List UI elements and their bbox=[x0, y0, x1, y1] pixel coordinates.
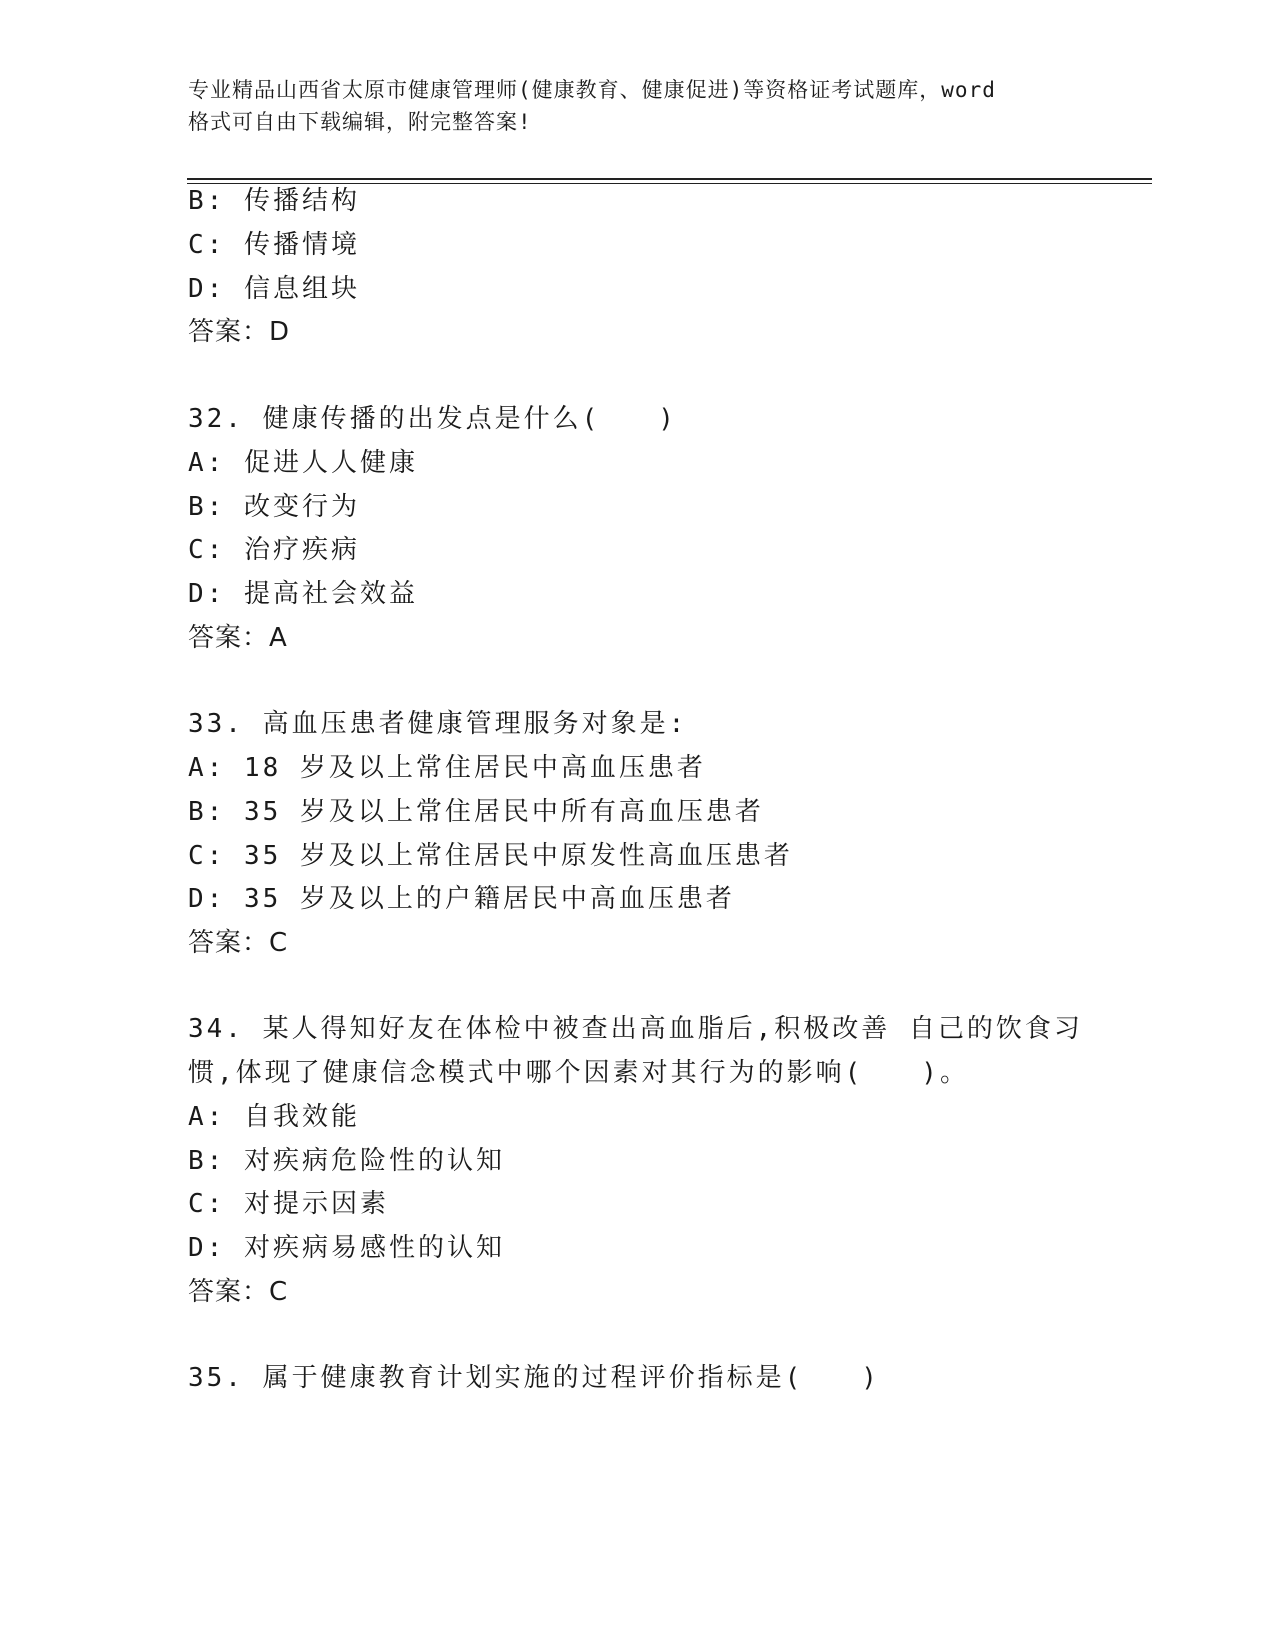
question-stem: 33. 高血压患者健康管理服务对象是: bbox=[188, 709, 688, 739]
question-stem-line-1: 34. 某人得知好友在体检中被查出高血脂后,积极改善 自己的饮食习 bbox=[188, 1014, 1083, 1044]
answer-line: 答案：A bbox=[188, 623, 288, 653]
answer-line: 答案：C bbox=[188, 1277, 289, 1307]
option-c: C: 传播情境 bbox=[188, 230, 360, 260]
option-c: C: 对提示因素 bbox=[188, 1189, 389, 1219]
option-d: D: 提高社会效益 bbox=[188, 579, 418, 609]
option-c: C: 治疗疾病 bbox=[188, 535, 360, 565]
option-d: D: 35 岁及以上的户籍居民中高血压患者 bbox=[188, 884, 735, 914]
option-c: C: 35 岁及以上常住居民中原发性高血压患者 bbox=[188, 841, 793, 871]
option-a: A: 促进人人健康 bbox=[188, 448, 418, 478]
question-stem-line-2: 惯,体现了健康信念模式中哪个因素对其行为的影响( )。 bbox=[188, 1058, 969, 1088]
option-a: A: 18 岁及以上常住居民中高血压患者 bbox=[188, 753, 706, 783]
header-line-2: 格式可自由下载编辑，附完整答案! bbox=[188, 110, 532, 134]
header-line-1: 专业精品山西省太原市健康管理师(健康教育、健康促进)等资格证考试题库，word bbox=[188, 78, 996, 102]
answer-line: 答案：C bbox=[188, 928, 289, 958]
header-divider-thick bbox=[187, 178, 1152, 180]
option-b: B: 35 岁及以上常住居民中所有高血压患者 bbox=[188, 797, 764, 827]
document-header bbox=[188, 74, 1088, 138]
option-b: B: 改变行为 bbox=[188, 492, 360, 522]
option-b: B: 传播结构 bbox=[188, 186, 360, 216]
answer-line: 答案：D bbox=[188, 317, 291, 347]
question-stem: 35. 属于健康教育计划实施的过程评价指标是( ) bbox=[188, 1363, 880, 1393]
option-a: A: 自我效能 bbox=[188, 1102, 360, 1132]
option-d: D: 信息组块 bbox=[188, 274, 360, 304]
question-stem: 32. 健康传播的出发点是什么( ) bbox=[188, 404, 677, 434]
header-divider-thin bbox=[187, 183, 1152, 184]
option-b: B: 对疾病危险性的认知 bbox=[188, 1146, 505, 1176]
option-d: D: 对疾病易感性的认知 bbox=[188, 1233, 505, 1263]
